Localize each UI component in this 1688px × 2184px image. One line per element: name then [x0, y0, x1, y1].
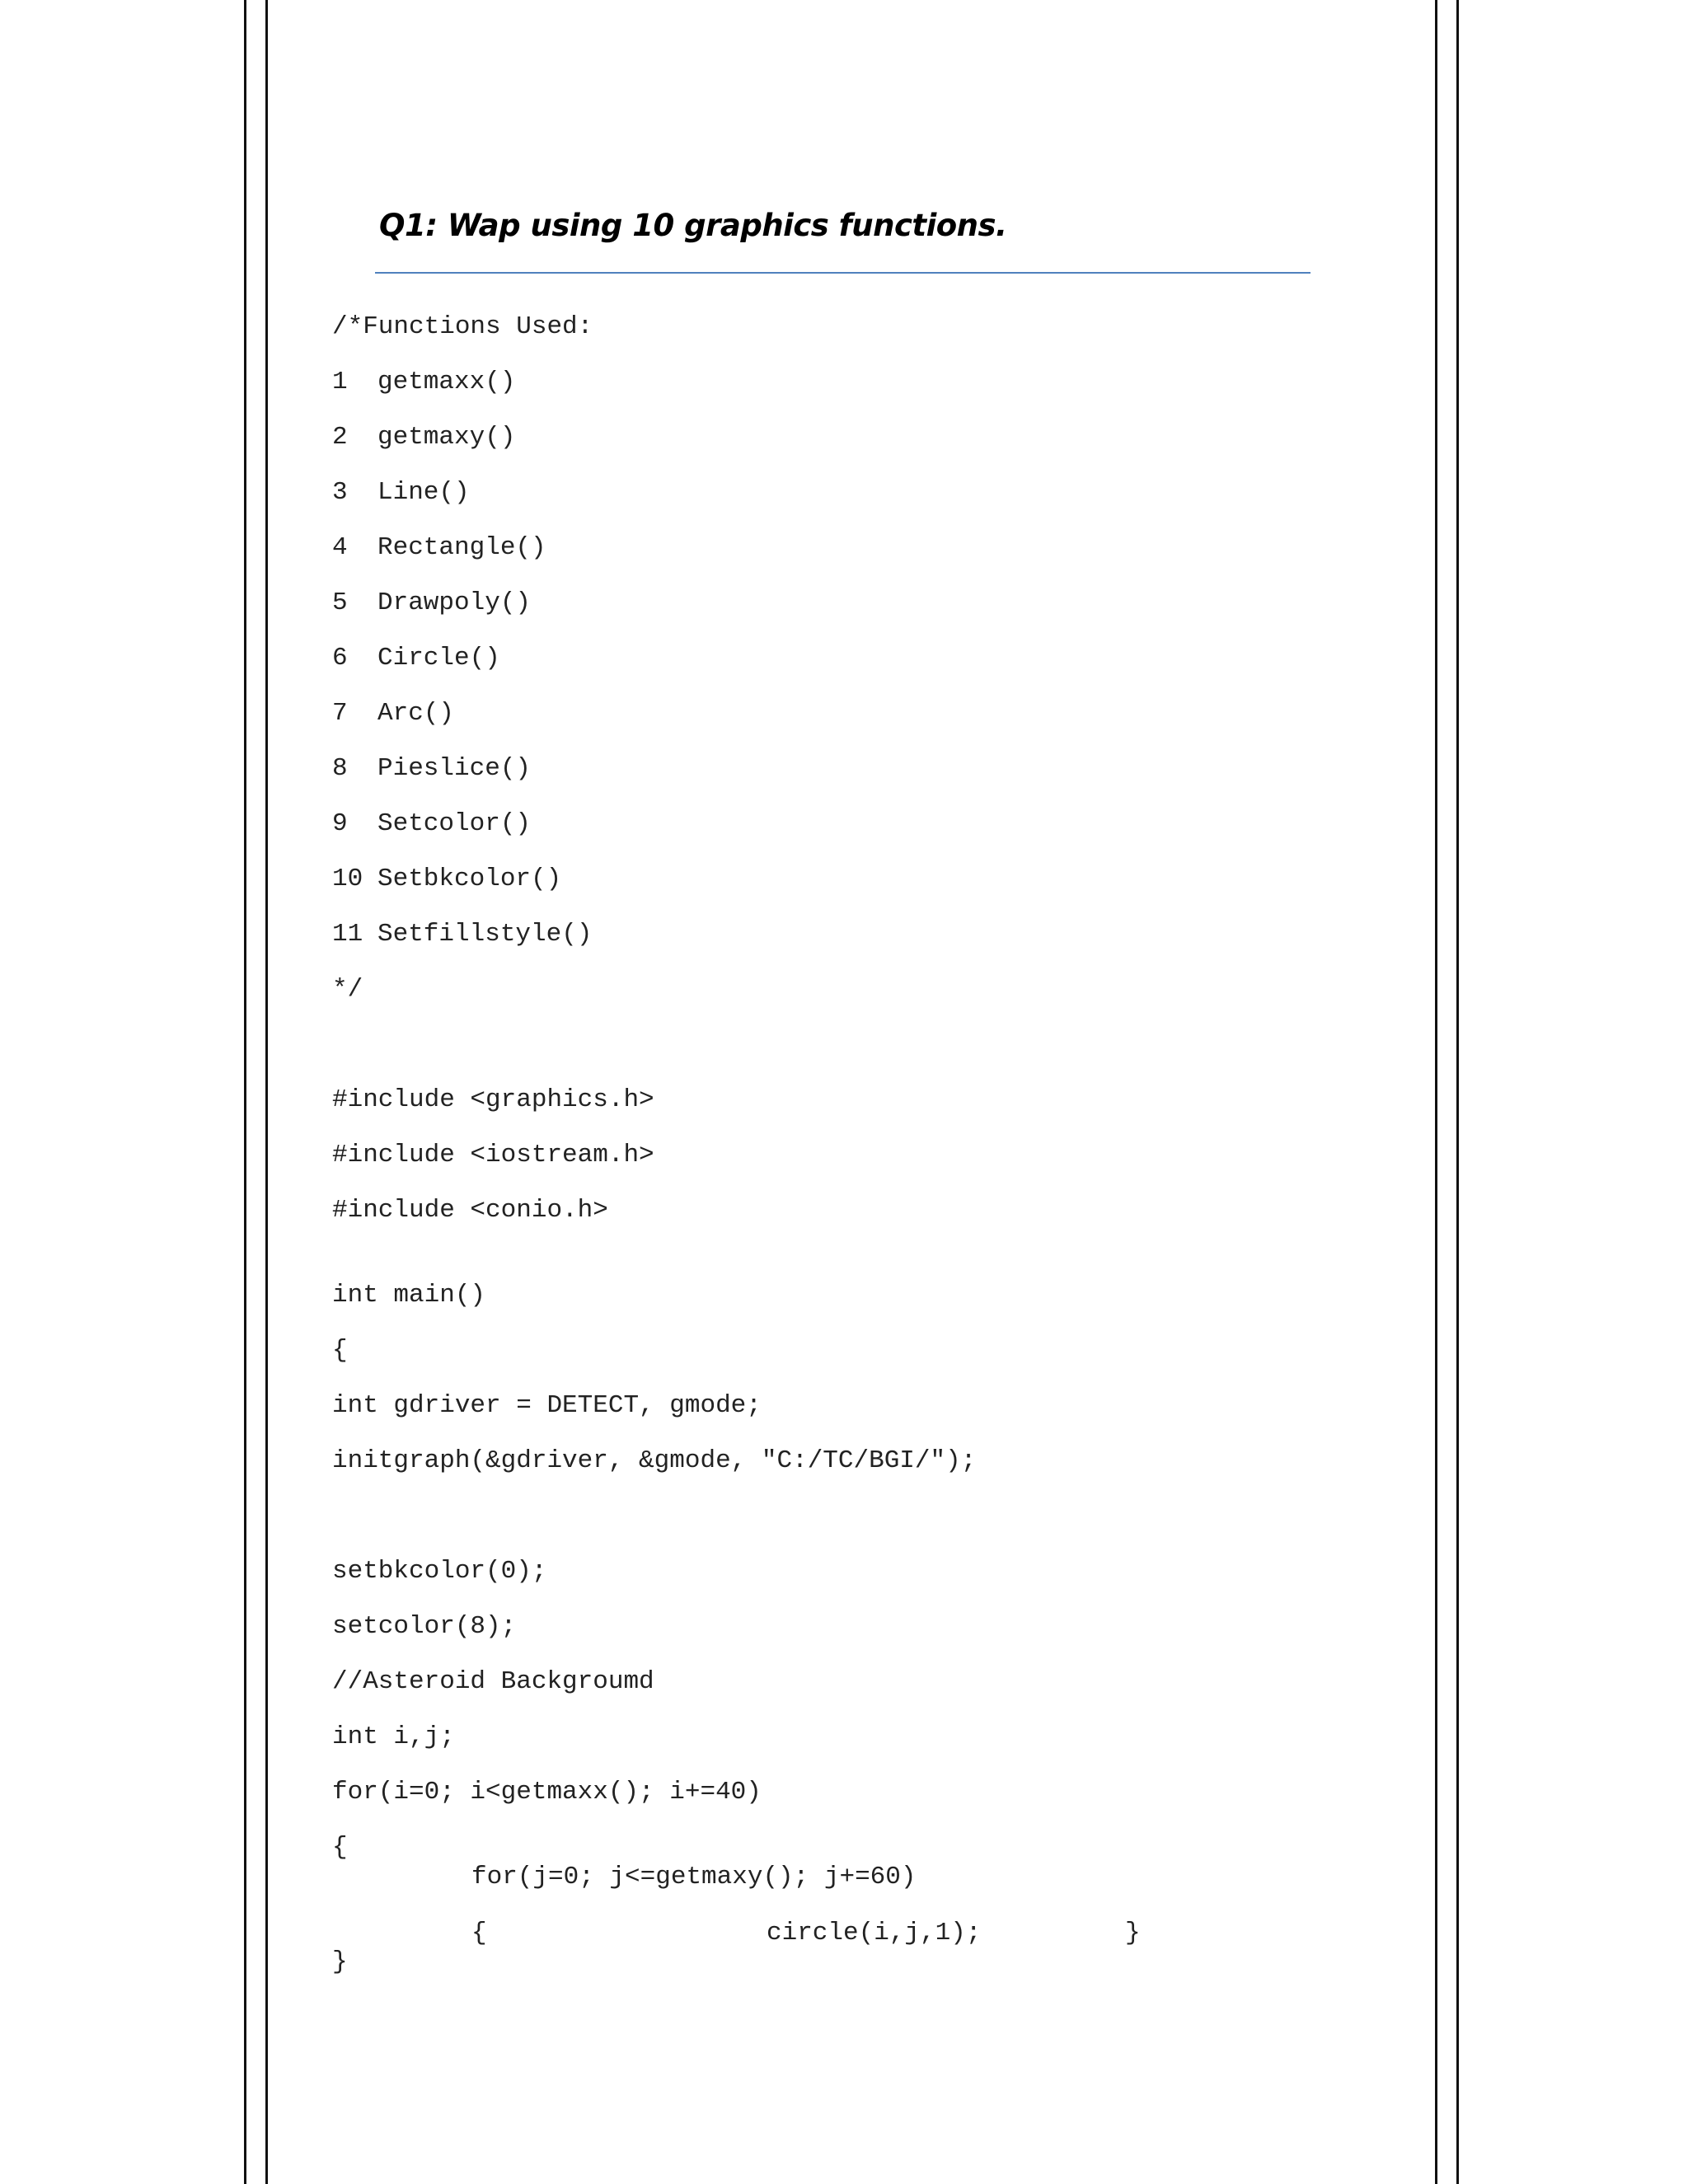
inner-for-loop: for(j=0; j<=getmaxy(); j+=60) [471, 1863, 917, 1891]
circle-call: circle(i,j,1); [767, 1919, 982, 1947]
include-conio: #include <conio.h> [332, 1196, 608, 1225]
driver-declaration: int gdriver = DETECT, gmode; [332, 1391, 762, 1420]
function-number: 2 [332, 423, 348, 452]
loop-vars-declaration: int i,j; [332, 1722, 455, 1751]
function-name: Arc() [377, 699, 455, 728]
page-border-left-outer [244, 0, 246, 2184]
outer-for-loop: for(i=0; i<getmaxx(); i+=40) [332, 1778, 762, 1807]
function-number: 6 [332, 644, 348, 673]
function-number: 1 [332, 368, 348, 396]
comment-open: /*Functions Used: [332, 312, 593, 341]
function-name: Drawpoly() [377, 588, 532, 617]
title-underline [375, 272, 1311, 274]
function-name: Setcolor() [377, 809, 532, 838]
page-border-right-inner [1435, 0, 1437, 2184]
outer-open-brace: { [332, 1833, 348, 1862]
page-border-left-inner [265, 0, 268, 2184]
function-number: 8 [332, 754, 348, 783]
function-number: 11 [332, 920, 363, 949]
setcolor-call: setcolor(8); [332, 1612, 517, 1641]
function-number: 5 [332, 588, 348, 617]
main-signature: int main() [332, 1281, 486, 1310]
main-open-brace: { [332, 1336, 348, 1365]
question-title: Q1: Wap using 10 graphics functions. [379, 208, 1007, 243]
function-name: Line() [377, 478, 470, 507]
function-number: 9 [332, 809, 348, 838]
outer-close-brace: } [332, 1947, 348, 1976]
inner-open-brace: { [471, 1919, 487, 1947]
function-name: getmaxx() [377, 368, 516, 396]
comment-close: */ [332, 975, 363, 1004]
function-name: Setbkcolor() [377, 865, 562, 893]
function-number: 10 [332, 865, 363, 893]
inner-close-brace: } [1125, 1919, 1141, 1947]
setbkcolor-call: setbkcolor(0); [332, 1557, 547, 1586]
asteroid-comment: //Asteroid Backgroumd [332, 1667, 654, 1696]
include-iostream: #include <iostream.h> [332, 1141, 654, 1169]
function-number: 4 [332, 533, 348, 562]
include-graphics: #include <graphics.h> [332, 1085, 654, 1114]
function-name: Pieslice() [377, 754, 532, 783]
function-name: Rectangle() [377, 533, 546, 562]
page-border-right-outer [1456, 0, 1459, 2184]
function-name: Setfillstyle() [377, 920, 593, 949]
function-name: Circle() [377, 644, 500, 673]
function-name: getmaxy() [377, 423, 516, 452]
function-number: 3 [332, 478, 348, 507]
function-number: 7 [332, 699, 348, 728]
initgraph-call: initgraph(&gdriver, &gmode, "C:/TC/BGI/"); [332, 1446, 977, 1475]
